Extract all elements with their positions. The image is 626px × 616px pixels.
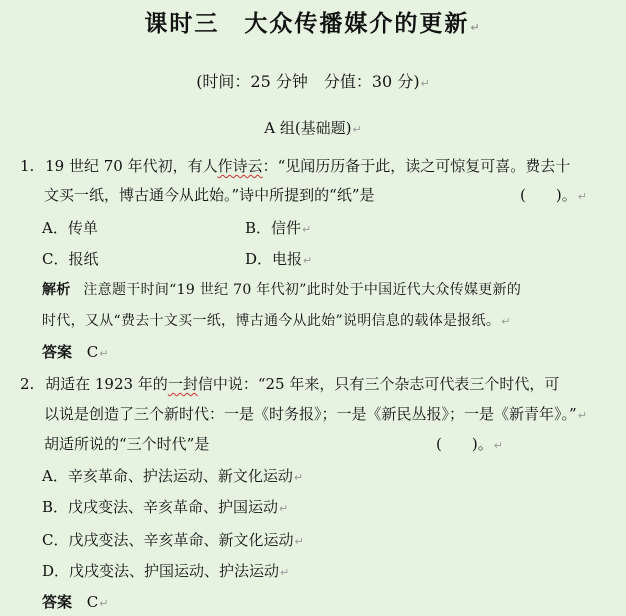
option-a-text: A．辛亥革命、护法运动、新文化运动 xyxy=(42,467,293,485)
time-score-info xyxy=(0,72,626,94)
analysis-label: 解析 xyxy=(42,282,71,298)
return-mark: ↵ xyxy=(280,566,290,579)
question-1-answer xyxy=(42,342,109,364)
return-mark: ↵ xyxy=(302,223,312,236)
question-2-option-b xyxy=(42,497,288,519)
question-2-squiggle-text: 一封 xyxy=(167,375,198,393)
option-a-text: A．传单 xyxy=(42,219,98,237)
option-c-text: C．戊戌变法、辛亥革命、新文化运动 xyxy=(42,531,294,549)
return-mark: ↵ xyxy=(293,471,304,484)
question-1-blank-text: ( )。 xyxy=(520,186,577,204)
return-mark: ↵ xyxy=(99,347,109,360)
question-1-blank xyxy=(520,185,587,207)
return-mark: ↵ xyxy=(501,315,511,328)
lesson-title-text: 课时三 大众传播媒介的更新 xyxy=(144,10,470,37)
analysis-text-1: 注意题干时间“19 世纪 70 年代初”此时处于中国近代大众传媒更新的 xyxy=(83,282,522,298)
group-heading-text: A 组(基础题) xyxy=(264,119,352,137)
question-2-text-b: 信中说：“25 年来，只有三个杂志可代表三个时代，可 xyxy=(197,375,560,393)
analysis-text-2: 时代，又从“费去十文买一纸，博古通今从此始”说明信息的载体是报纸。 xyxy=(42,313,501,329)
option-b-text: B．信件 xyxy=(245,219,302,237)
question-1-option-b xyxy=(245,218,311,240)
question-1-option-d xyxy=(245,249,312,271)
question-1-option-c xyxy=(42,249,98,269)
option-b-text: B．戊戌变法、辛亥革命、护国运动 xyxy=(42,498,279,516)
question-2-option-a xyxy=(42,466,303,488)
question-2-line-1 xyxy=(20,374,559,394)
question-1-line-2 xyxy=(44,185,375,205)
question-1-analysis-line-2 xyxy=(42,311,511,332)
return-mark: ↵ xyxy=(493,439,503,452)
question-2-number: 2. xyxy=(20,375,35,393)
lesson-title xyxy=(0,10,626,42)
question-1-line-1 xyxy=(20,156,570,176)
return-mark: ↵ xyxy=(577,409,587,422)
return-mark: ↵ xyxy=(352,123,362,136)
time-score-text: (时间：25 分钟 分值：30 分) xyxy=(196,72,420,91)
question-1-number: 1. xyxy=(20,157,35,175)
question-2-option-c xyxy=(42,530,304,552)
question-2-line-3 xyxy=(44,434,209,454)
return-mark: ↵ xyxy=(420,77,430,90)
return-mark: ↵ xyxy=(470,21,482,34)
option-c-text: C．报纸 xyxy=(42,250,99,268)
answer-value: C xyxy=(86,593,99,611)
answer-value: C xyxy=(86,343,99,361)
return-mark: ↵ xyxy=(294,535,304,548)
question-1-option-a xyxy=(42,218,98,238)
group-heading xyxy=(0,118,626,140)
return-mark: ↵ xyxy=(303,254,313,267)
return-mark: ↵ xyxy=(577,190,587,203)
question-2-answer xyxy=(42,592,109,614)
question-2-line-2 xyxy=(44,404,587,426)
question-1-text-b: ：“见闻历历备于此，读之可惊复可喜。费去十 xyxy=(262,157,571,175)
question-2-text-line2: 以说是创造了三个新时代：一是《时务报》；一是《新民丛报》；一是《新青年》。” xyxy=(44,405,577,423)
option-d-text: D．电报 xyxy=(245,250,303,268)
question-1-squiggle-text: 作诗云 xyxy=(217,157,263,175)
answer-label: 答案 xyxy=(42,593,73,611)
option-d-text: D．戊戌变法、护国运动、护法运动 xyxy=(42,562,280,580)
question-1-analysis-line-1 xyxy=(42,280,521,300)
answer-label: 答案 xyxy=(42,343,73,361)
question-1-text-line2: 文买一纸，博古通今从此始。”诗中所提到的“纸”是 xyxy=(44,186,375,204)
question-2-text-line3: 胡适所说的“三个时代”是 xyxy=(44,435,210,453)
return-mark: ↵ xyxy=(99,597,109,610)
return-mark: ↵ xyxy=(279,502,289,515)
question-2-blank xyxy=(436,434,503,456)
question-2-blank-text: ( )。 xyxy=(436,435,493,453)
question-1-text-a: 19 世纪 70 年代初，有人 xyxy=(45,157,218,175)
question-2-text-a: 胡适在 1923 年的 xyxy=(45,375,168,393)
question-2-option-d xyxy=(42,561,289,583)
